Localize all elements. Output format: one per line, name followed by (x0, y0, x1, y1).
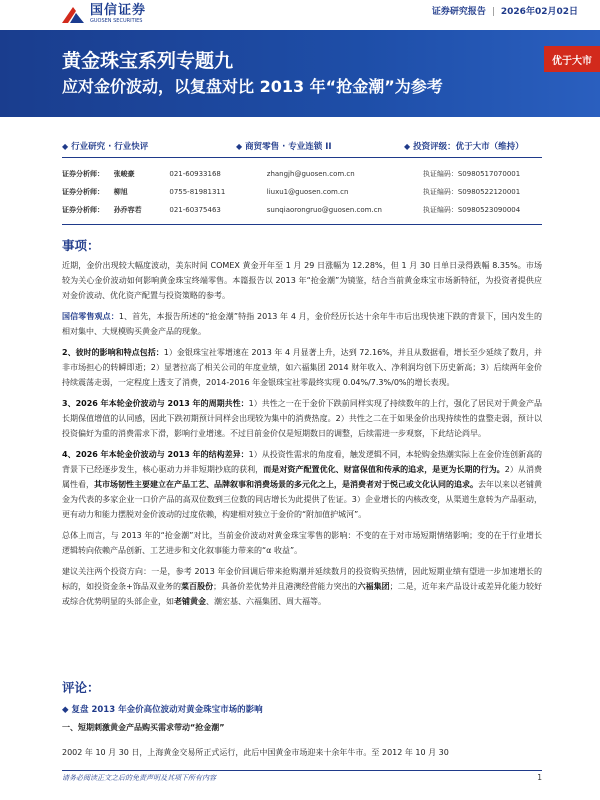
view-paragraph-3: 3、2026 年本轮金价波动与 2013 年的周期共性：1）共性之一在于金价下跌前同样实现了持续数年的上行，强化了居民对于黄金产品长期保值增值的认同感，因此下跌初期预计同样会出现较为集中的消费热度。2）共性之二在于如果金价出现持续性的盘整走弱，预计以投资偏好为重的消费需求下滑，影响行业增速。不过目前金价仅是短期数日的调整，后续需进一步观察，下此结论尚早。 (62, 399, 543, 438)
report-type: 证券研究报告 (431, 7, 486, 17)
divider (62, 224, 542, 225)
events-heading: 事项： (62, 238, 100, 253)
rating-tag: 优于大市 (544, 46, 600, 72)
analyst-row: 证券分析师： 张峻豪 021-60933168 zhangjh@guosen.com.cn 执证编码：S0980517070001 (62, 170, 521, 178)
page-number: 1 (537, 773, 542, 782)
footer-divider (62, 770, 542, 771)
view-paragraph-2: 2、彼时的影响和特点包括：1）金银珠宝社零增速在 2013 年 4 月显著上升，达到 72.16%，并且从数据看，增长至少延续了数月，并非市场担心的转瞬即逝；2）显著拉高了相关公司的年度业绩，如六福集团 2014 财年收入、净利润均创下历史新高；3）后续两年金价持续震荡走弱，一定程度上透支了消费，2014-2016 年金银珠宝社零最终实现 0.04%/7.3%/0%的增长表现。 (62, 348, 542, 387)
analyst-email[interactable]: liuxu1@guosen.com.cn (266, 188, 349, 196)
diamond-icon: ◆ (404, 141, 411, 151)
company-logo (62, 2, 146, 26)
meta-rating (404, 140, 524, 152)
footer-disclaimer[interactable]: 请务必阅读正文之后的免责声明及其项下所有内容 (62, 774, 216, 782)
view-paragraph-6: 建议关注两个投资方向：一是，参考 2013 年金价回调后带来抢购潮并延续数月的投资购买热情，因此短期业绩有望进一步加速增长的标的，如投资金条+饰品双业务的菜百股份；具备价差优势并且港澳经营能力突出的六福集团；二是，近年来产品设计或差异化能力较好或综合优势明显的头部企业，如老铺黄金、潮宏基、六福集团、周大福等。 (62, 567, 543, 606)
analyst-row: 证券分析师： 孙乔容若 021-60375463 sunqiaorongruo@guosen.com.cn 执证编码：S0980523090004 (62, 206, 521, 214)
logo-cn: 国信证券 (90, 3, 147, 18)
view-paragraph-1: 国信零售观点：1、首先，本报告所述的“抢金潮”特指 2013 年 4 月，金价经历长达十余年牛市后出现快速下跌的背景下，国内发生的相对集中、大规模购买黄金产品的现象。 (62, 312, 543, 336)
logo-mark-icon (62, 5, 84, 23)
report-date: 2026年02月02日 (500, 7, 578, 17)
view-paragraph-4: 4、2026 年本轮金价波动与 2013 年的结构差异：1）从投资性需求的角度看，触发逻辑不同，本轮购金热潮实际上在金价连创新高的背景下已经逐步发生，核心驱动力并非短期抄底的获利，而是对资产配置优化、财富保值和传承的追求，是更为长期的行为。2）从消费属性看，其市场韧性主要建立在产品工艺、品牌叙事和消费场景的多元化之上，是消费者对于悦己或文化认同的追求。去年以来以老铺黄金为代表的多家企业一口价产品的高双位数到三位数的同店增长为此提供了佐证。3）企业增长的内核改变，从渠道生意转为产品驱动，更有动力和能力摆脱对金价波动的过度依赖，构建相对独立于金价的“附加值护城河”。 (62, 450, 543, 519)
meta-industry (236, 140, 332, 152)
report-series-title: 黄金珠宝系列专题九 (62, 50, 234, 72)
analyst-row: 证券分析师： 柳旭 0755-81981311 liuxu1@guosen.com.cn 执证编码：S0980522120001 (62, 188, 521, 196)
report-subtitle: 应对金价波动，以复盘对比 2013 年“抢金潮”为参考 (62, 77, 443, 96)
review-subheading: ◆ 复盘 2013 年金价高位波动对黄金珠宝市场的影响 (62, 705, 263, 715)
industry-label: 商贸零售 · 专业连锁 II (245, 142, 332, 152)
main-content (62, 258, 542, 615)
category-label: 行业研究 · 行业快评 (71, 142, 149, 152)
review-paragraph: 2002 年 10 月 30 日，上海黄金交易所正式运行，此后中国黄金市场迎来十余年牛市。至 2012 年 10 月 30 (62, 748, 449, 757)
events-paragraph: 近期，金价出现较大幅度波动，美东时间 COMEX 黄金开年至 1 月 29 日涨幅为 12.28%，但 1 月 30 日单日录得跌幅 8.35%。市场较为关心金价波动如何影响黄金珠宝终端零售。本篇报告以 2013 年“抢金潮”为镜鉴，结合当前黄金珠宝市场新特征，为投资者提供应对金价波动、优化资产配置与投资策略的参考。 (62, 261, 542, 300)
diamond-icon: ◆ (236, 141, 243, 151)
review-heading: 评论： (62, 680, 100, 695)
rating-label: 投资评级：优于大市（维持） (413, 142, 524, 152)
analyst-email[interactable]: zhangjh@guosen.com.cn (266, 170, 355, 178)
divider (62, 157, 542, 158)
top-bar (0, 0, 600, 30)
view-paragraph-5: 总体上而言，与 2013 年的“抢金潮”对比，当前金价波动对黄金珠宝零售的影响：不变的在于对市场短期情绪影响；变的在于行业增长逻辑转向依赖产品创新、工艺进步和文化叙事能力带来的“α 收益”。 (62, 531, 542, 555)
meta-category (62, 140, 148, 152)
logo-en: GUOSEN SECURITIES (90, 18, 143, 24)
review-subheading-2: 一、短期刺激黄金产品购买需求带动“抢金潮” (62, 723, 225, 732)
report-header-info: 证券研究报告 | 2026年02月02日 (431, 7, 578, 17)
analyst-email[interactable]: sunqiaorongruo@guosen.com.cn (266, 206, 382, 214)
analyst-table (62, 165, 562, 219)
diamond-icon: ◆ (62, 141, 69, 151)
